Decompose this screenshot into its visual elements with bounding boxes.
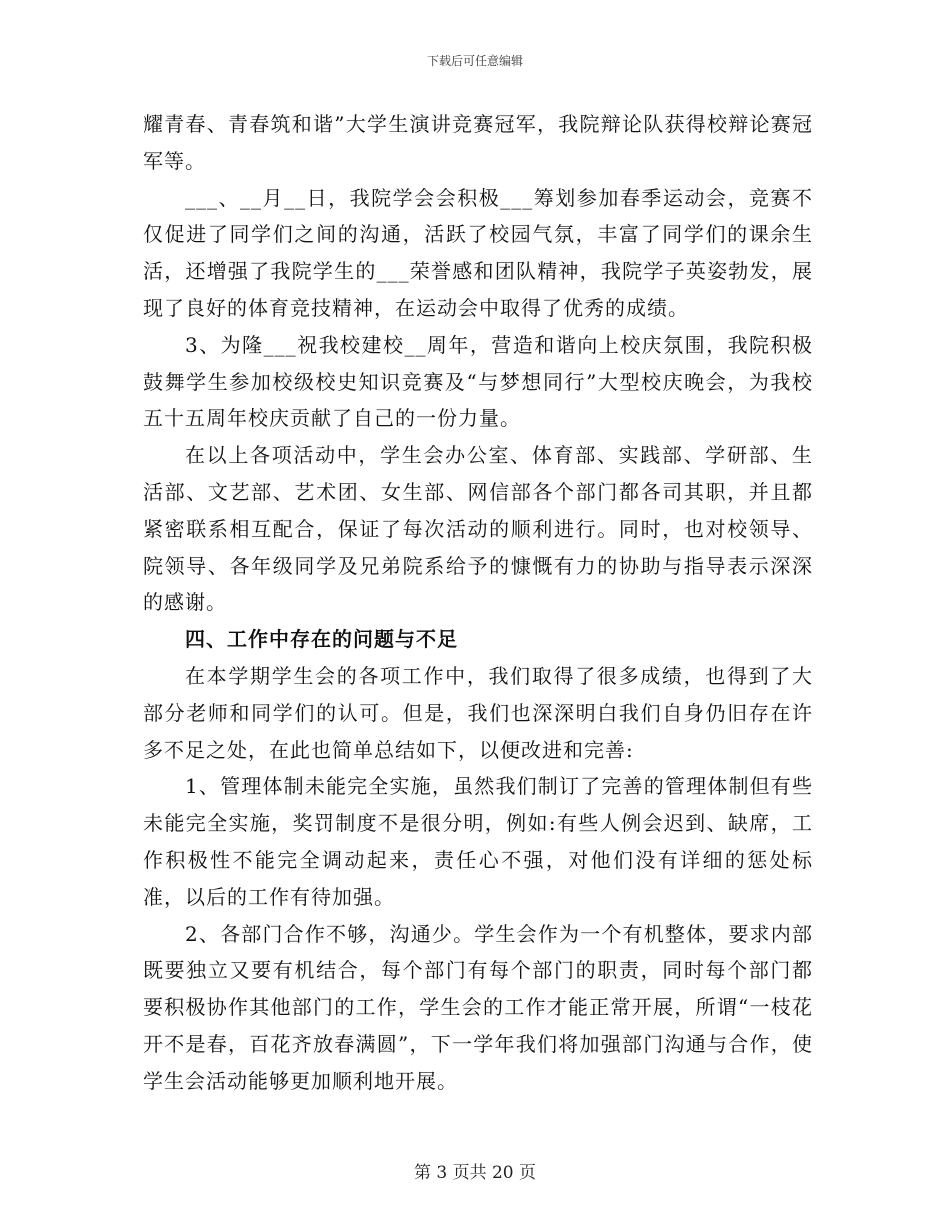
paragraph-problem-2: 2、各部门合作不够，沟通少。学生会作为一个有机整体，要求内部既要独立又要有机结合，每个部门有每个部门的职责，同时每个部门都要积极协作其他部门的工作，学生会的工作才能正常开展，所谓“一枝花开不是春，百花齐放春满圆”，下一学年我们将加强部门沟通与合作，使学生会活动能够更加顺利地开展。 — [143, 921, 813, 1093]
section-heading-problems: 四、工作中存在的问题与不足 — [185, 627, 458, 652]
paragraph-continuation: 耀青春、青春筑和谐”大学生演讲竞赛冠军，我院辩论队获得校辩论赛冠军等。 — [143, 112, 813, 173]
paragraph-anniversary: 3、为隆___祝我校建校__周年，营造和谐向上校庆氛围，我院积极鼓舞学生参加校级校史知识竞赛及“与梦想同行”大型校庆晚会，为我校五十五周年校庆贡献了自己的一份力量。 — [143, 332, 813, 431]
paragraph-problem-1: 1、管理体制未能完全实施，虽然我们制订了完善的管理体制但有些未能完全实施，奖罚制度不是很分明，例如:有些人例会迟到、缺席，工作积极性不能完全调动起来，责任心不强，对他们没有详细的惩处标准，以后的工作有待加强。 — [143, 774, 813, 909]
page-header: 下载后可任意编辑 — [426, 54, 523, 68]
page-footer: 第 3 页共 20 页 — [413, 1163, 537, 1183]
paragraph-sports-meet: ___、__月__日，我院学会会积极___筹划参加春季运动会，竞赛不仅促进了同学们之间的沟通，活跃了校园气氛，丰富了同学们的课余生活，还增强了我院学生的___荣誉感和团队精神，我院学子英姿勃发，展现了良好的体育竞技精神，在运动会中取得了优秀的成绩。 — [143, 185, 813, 320]
document-body — [143, 106, 813, 1100]
paragraph-departments: 在以上各项活动中，学生会办公室、体育部、实践部、学研部、生活部、文艺部、艺术团、女生部、网信部各个部门都各司其职，并且都紧密联系相互配合，保证了每次活动的顺利进行。同时，也对校领导、院领导、各年级同学及兄弟院系给予的慷慨有力的协助与指导表示深深的感谢。 — [143, 443, 813, 615]
paragraph-problems-intro: 在本学期学生会的各项工作中，我们取得了很多成绩，也得到了大部分老师和同学们的认可。但是，我们也深深明白我们自身仍旧存在许多不足之处，在此也简单总结如下，以便改进和完善: — [143, 663, 813, 762]
